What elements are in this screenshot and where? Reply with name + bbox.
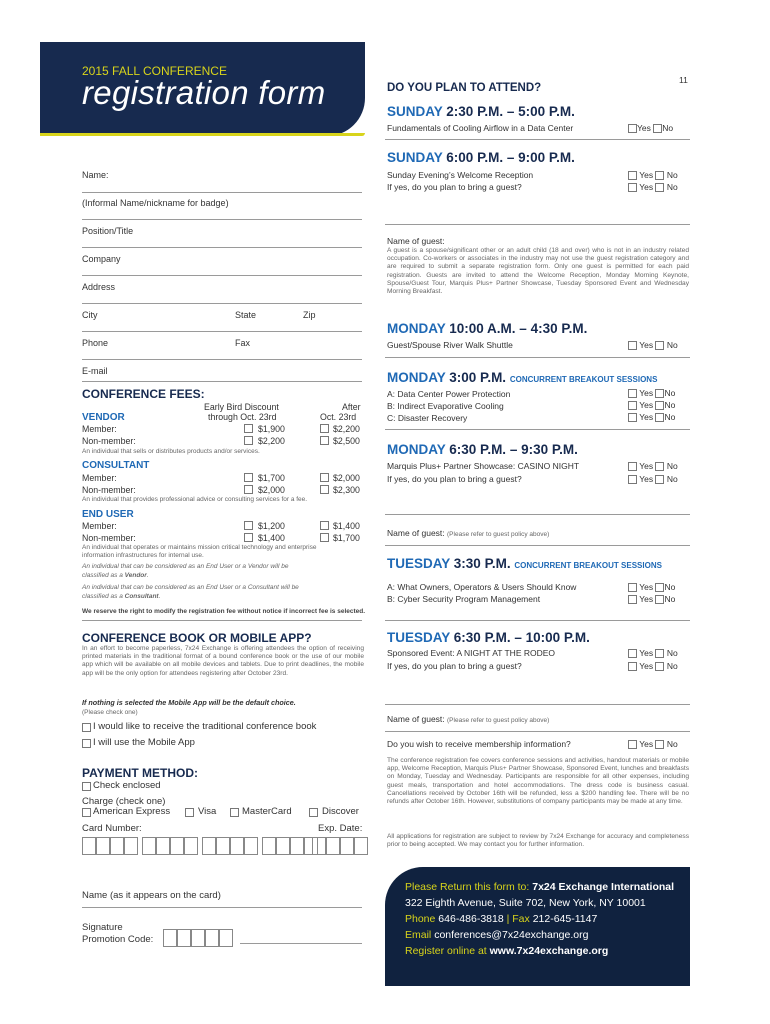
guest-name-2-divider [385,545,690,546]
vendor-member-label: Member: [82,424,117,434]
vendor-note-prefix: classified as a [82,572,123,579]
book-paragraph: In an effort to become paperless, 7x24 Exchange is offering attendees the option of receiving printed materials in the traditional format of a bound conference book or the use of our mobile app which will be available on all mobile devices and tablets. Due to print deadlines, the mobile app will be the only option for attendees registering after October 23rd. [82,645,364,677]
state-label: State [235,310,257,320]
monday-1-item: Guest/Spouse River Walk Shuttle [387,340,513,350]
guest-name-2-text: Name of guest: [387,528,445,538]
no-label: No [666,170,678,180]
fee-coverage-paragraph: The conference registration fee covers conference sessions and activities, handout materials or mobile app, Welcome Reception, Marquis Plus+ Partner Showcase, Sponsored Event, lunches and breakfasts on Monday, Tuesday and Wednesday. Participants are responsible for all other expenses, including guest meals, transportation and hotel accommodations. The dress code is business casual. Cancellations received by October 16th will be refunded, less a $200 handling fee. There will be no refunds after October 16th. However, substitutions of company participants may be made at any time. [387,757,689,806]
yes-label: Yes [639,182,654,192]
no-label: No [664,412,676,422]
guest-refer-3: (Please refer to guest policy above) [447,717,550,724]
yes-label: Yes [639,661,654,671]
monday-1-no-checkbox[interactable] [655,341,664,350]
sunday-2-guest-no-checkbox[interactable] [655,183,664,192]
yes-label: Yes [639,739,654,749]
no-label: No [664,388,676,398]
monday-3-item: Marquis Plus+ Partner Showcase: CASINO NIGHT [387,461,580,471]
signature-label: Signature [82,922,123,933]
website-link[interactable]: www.7x24exchange.org [489,945,609,957]
tuesday-1-option-b: B: Cyber Security Program Management [387,594,541,604]
informal-name-field[interactable] [82,219,362,220]
card-digit-box[interactable] [262,837,276,855]
yes-label: Yes [639,582,654,592]
amex-checkbox[interactable] [82,808,91,817]
no-label: No [666,661,678,671]
tuesday-1-day: TUESDAY [387,556,451,571]
tuesday-1-a-yes-no [628,582,675,592]
consultant-note-prefix: classified as a [82,593,123,600]
position-label: Position/Title [82,226,134,236]
sunday-1-yes-checkbox[interactable] [628,124,637,133]
vendor-classification-note-2: classified as a Vendor. [82,572,149,579]
monday-2-tag: CONCURRENT BREAKOUT SESSIONS [509,375,658,384]
membership-yes-no [628,739,678,749]
monday-1-yes-no [628,340,678,350]
card-digit-box[interactable] [124,837,138,855]
vendor-nonmember-early-checkbox[interactable] [244,436,253,445]
please-check-one: (Please check one) [82,709,138,716]
monday-evening-heading [387,442,578,457]
monday-3-yes-checkbox[interactable] [628,462,637,471]
card-digit-box[interactable] [156,837,170,855]
tuesday-1-b-yes-no [628,594,675,604]
card-digit-box[interactable] [110,837,124,855]
monday-1-yes-checkbox[interactable] [628,341,637,350]
tuesday-2-divider [385,704,690,705]
yes-label: Yes [639,170,654,180]
sunday-2-yes-checkbox[interactable] [628,171,637,180]
vendor-member-early-checkbox[interactable] [244,424,253,433]
address-field[interactable] [82,303,362,304]
vendor-nonmember-early-price: $2,200 [258,436,285,446]
enduser-member-label: Member: [82,521,117,531]
email-label: E-mail [82,366,108,376]
company-label: Company [82,254,121,264]
monday-2-divider [385,429,690,430]
vendor-nonmember-label: Non-member: [82,436,136,446]
email-address[interactable]: conferences@7x24exchange.org [434,929,589,941]
tuesday-1-time: 3:30 P.M. [453,556,511,571]
enduser-nonmember-after-price: $1,700 [333,533,360,543]
consultant-member-label: Member: [82,473,117,483]
monday-1-divider [385,357,690,358]
consultant-nonmember-after-checkbox[interactable] [320,485,329,494]
consultant-nonmember-early-checkbox[interactable] [244,485,253,494]
zip-label: Zip [303,310,316,320]
exp-date-box[interactable] [354,837,368,855]
enduser-description-1: An individual that operates or maintains mission critical technology and enterprise [82,544,317,551]
no-label: No [664,594,676,604]
name-label: Name: [82,170,109,180]
no-label: No [666,648,678,658]
org-name: 7x24 Exchange International [532,881,675,893]
monday-3-time: 6:30 P.M. – 9:30 P.M. [449,442,578,457]
tuesday-2-guest-question: If yes, do you plan to bring a guest? [387,661,522,671]
book-option-checkbox[interactable] [82,723,91,732]
yes-label: Yes [639,648,654,658]
after-date: Oct. 23rd [320,412,357,422]
sunday-1-no-checkbox[interactable] [653,124,662,133]
card-digit-box[interactable] [142,837,156,855]
discover-checkbox[interactable] [309,808,318,817]
sunday-2-guest-question: If yes, do you plan to bring a guest? [387,182,522,192]
monday-3-yes-no [628,461,678,471]
check-enclosed-checkbox[interactable] [82,782,91,791]
consultant-member-after-checkbox[interactable] [320,473,329,482]
yes-label: Yes [639,474,654,484]
consultant-title: CONSULTANT [82,460,150,471]
vendor-member-after-checkbox[interactable] [320,424,329,433]
sunday-afternoon-heading [387,104,575,119]
exp-date-box[interactable] [312,837,326,855]
yes-label: Yes [639,400,654,410]
consultant-nonmember-label: Non-member: [82,485,136,495]
enduser-description-2: information infrastructures for internal use. [82,552,204,559]
exp-date-label: Exp. Date: [318,823,363,834]
card-digit-box[interactable] [290,837,304,855]
monday-2-option-b: B: Indirect Evaporative Cooling [387,401,504,411]
no-label: No [662,123,674,133]
consultant-classification-note-1: An individual that can be considered as an End User or a Consultant will be [82,584,299,591]
promo-code-box[interactable] [219,929,233,947]
enduser-member-early-price: $1,200 [258,521,285,531]
enduser-member-early-checkbox[interactable] [244,521,253,530]
tuesday-2-guest-yes-checkbox[interactable] [628,662,637,671]
signature-field[interactable] [240,943,362,944]
sunday-2-no-checkbox[interactable] [655,171,664,180]
tuesday-1-a-yes-checkbox[interactable] [628,583,637,592]
vendor-nonmember-after-price: $2,500 [333,436,360,446]
monday-3-divider [385,514,690,515]
no-label: No [666,340,678,350]
informal-name-label: (Informal Name/nickname for badge) [82,198,229,208]
discover-label: Discover [322,806,359,817]
guest-name-3-text: Name of guest: [387,714,445,724]
early-bird-header: Early Bird Discount [204,402,279,412]
card-digit-box[interactable] [82,837,96,855]
card-digit-box[interactable] [170,837,184,855]
monday-2-b-yes-no [628,400,675,410]
card-digit-box[interactable] [276,837,290,855]
consultant-member-early-checkbox[interactable] [244,473,253,482]
tuesday-2-guest-no-checkbox[interactable] [655,662,664,671]
card-digit-box[interactable] [230,837,244,855]
tuesday-2-yes-checkbox[interactable] [628,649,637,658]
exp-date-box[interactable] [340,837,354,855]
no-label: No [666,461,678,471]
street-address: 322 Eighth Avenue, Suite 702, New York, NY 10001 [405,897,646,909]
monday-2-day: MONDAY [387,370,446,385]
no-label: No [664,400,676,410]
monday-2-option-a: A: Data Center Power Protection [387,389,511,399]
sunday-2-yes-no [628,170,678,180]
monday-2-b-yes-checkbox[interactable] [628,401,637,410]
page-title: registration form [82,74,326,111]
city-label: City [82,310,98,320]
reserve-note: We reserve the right to modify the registration fee without notice if incorrect fee is selected. [82,608,366,615]
consultant-note-term: Consultant [124,593,159,600]
sunday-1-time: 2:30 P.M. – 5:00 P.M. [446,104,575,119]
mastercard-label: MasterCard [242,806,292,817]
charge-label: Charge (check one) [82,796,166,807]
page-number: 11 [679,75,688,85]
return-info-box [385,867,690,986]
online-label: Register online at [405,945,487,957]
sunday-1-divider [385,139,690,140]
app-option-checkbox[interactable] [82,739,91,748]
membership-no-checkbox[interactable] [655,740,664,749]
promo-code-label: Promotion Code: [82,934,154,945]
vendor-nonmember-after-checkbox[interactable] [320,436,329,445]
fees-heading: CONFERENCE FEES: [82,387,205,401]
consultant-nonmember-after-price: $2,300 [333,485,360,495]
yes-label: Yes [639,340,654,350]
vendor-title: VENDOR [82,412,125,423]
sunday-2-time: 6:00 P.M. – 9:00 P.M. [446,150,575,165]
card-digit-box[interactable] [96,837,110,855]
consultant-nonmember-early-price: $2,000 [258,485,285,495]
enduser-nonmember-early-price: $1,400 [258,533,285,543]
sunday-2-divider [385,224,690,225]
tuesday-1-tag: CONCURRENT BREAKOUT SESSIONS [514,561,662,570]
enduser-nonmember-label: Non-member: [82,533,136,543]
book-option-label: I would like to receive the traditional conference book [93,721,317,732]
sunday-1-item: Fundamentals of Cooling Airflow in a Data Center [387,123,574,133]
after-header: After [342,402,361,412]
monday-1-day: MONDAY [387,321,446,336]
consultant-member-after-price: $2,000 [333,473,360,483]
monday-3-day: MONDAY [387,442,446,457]
consultant-description: An individual that provides professional advice or consulting services for a fee. [82,496,308,503]
no-label: No [666,182,678,192]
address-label: Address [82,282,116,292]
tuesday-1-divider [385,620,690,621]
visa-checkbox[interactable] [185,808,194,817]
promo-code-box[interactable] [163,929,177,947]
email-label-footer: Email [405,929,432,941]
yes-label: Yes [639,594,654,604]
sunday-1-day: SUNDAY [387,104,443,119]
enduser-member-after-price: $1,400 [333,521,360,531]
monday-2-c-yes-checkbox[interactable] [628,413,637,422]
guest-policy: A guest is a spouse/significant other or an adult child (18 and over) who is not in an industry related occupation. Co-workers or associates in the industry may not use the guest registration category and are required to submit a separate registration form. Only one guest is permitted for each paid registration. Guests are invited to attend the Welcome Reception, Monday Morning Keynote, Spouse/Guest Tour, Marquis Plus+ Partner Showcase, Tuesday Sponsored Event and Wednesday Morning Breakfast. [387,247,689,296]
enduser-member-after-checkbox[interactable] [320,521,329,530]
vendor-member-after-price: $2,200 [333,424,360,434]
city-state-zip-field[interactable] [82,331,362,332]
sunday-evening-heading [387,150,575,165]
return-label: Please Return this form to: [405,881,530,893]
membership-question: Do you wish to receive membership information? [387,739,571,749]
phone-number: 646-486-3818 [438,913,504,925]
monday-2-time: 3:00 P.M. [449,370,507,385]
tuesday-2-yes-no [628,648,678,658]
guest-name-label-2 [387,528,549,538]
name-on-card-label: Name (as it appears on the card) [82,890,221,901]
fax-number: 212-645-1147 [532,913,598,925]
enduser-title: END USER [82,509,134,520]
tuesday-2-time: 6:30 P.M. – 10:00 P.M. [453,630,590,645]
monday-3-guest-no-checkbox[interactable] [655,475,664,484]
monday-2-a-yes-checkbox[interactable] [628,389,637,398]
app-option-label: I will use the Mobile App [93,737,195,748]
name-field[interactable] [82,192,362,193]
yes-label: Yes [639,388,654,398]
phone-label-footer: Phone [405,913,436,925]
promo-code-box[interactable] [205,929,219,947]
tuesday-2-no-checkbox[interactable] [655,649,664,658]
card-digit-box[interactable] [184,837,198,855]
vendor-description: An individual that sells or distributes products and/or services. [82,448,260,455]
phone-label: Phone [82,338,109,348]
sunday-2-guest-yes-no [628,182,678,192]
guest-refer-2: (Please refer to guest policy above) [447,531,550,538]
monday-2-a-yes-no [628,388,675,398]
promo-code-box[interactable] [191,929,205,947]
no-label: No [666,739,678,749]
card-digit-box[interactable] [216,837,230,855]
visa-label: Visa [198,806,217,817]
email-field[interactable] [82,381,362,382]
monday-morning-heading [387,321,587,336]
consultant-classification-note-2: classified as a Consultant. [82,593,161,600]
monday-3-guest-question: If yes, do you plan to bring a guest? [387,474,522,484]
yes-label: Yes [639,461,654,471]
monday-1-time: 10:00 A.M. – 4:30 P.M. [449,321,588,336]
card-digit-box[interactable] [244,837,258,855]
tuesday-breakout-heading [387,556,662,571]
sunday-2-item: Sunday Evening’s Welcome Reception [387,170,534,180]
membership-yes-checkbox[interactable] [628,740,637,749]
guest-name-label: Name of guest: [387,236,445,246]
consultant-member-early-price: $1,700 [258,473,285,483]
sunday-2-day: SUNDAY [387,150,443,165]
guest-name-3-divider [385,731,690,732]
no-label: No [666,474,678,484]
vendor-member-early-price: $1,900 [258,424,285,434]
yes-label: Yes [637,123,651,133]
yes-label: Yes [639,412,654,422]
vendor-classification-note-1: An individual that can be considered as an End User or a Vendor will be [82,563,289,570]
exp-date-box[interactable] [326,837,340,855]
monday-3-guest-yes-no [628,474,678,484]
tuesday-1-option-a: A: What Owners, Operators & Users Should Know [387,582,577,592]
tuesday-evening-heading [387,630,590,645]
phone-fax-field[interactable] [82,359,362,360]
separator: | [506,913,510,925]
review-paragraph: All applications for registration are subject to review by 7x24 Exchange for accuracy and completeness prior to being accepted. We may contact you for further information. [387,833,689,849]
monday-3-guest-yes-checkbox[interactable] [628,475,637,484]
book-heading: CONFERENCE BOOK OR MOBILE APP? [82,631,312,645]
card-number-label: Card Number: [82,823,142,834]
fax-label: Fax [235,338,251,348]
enduser-nonmember-early-checkbox[interactable] [244,533,253,542]
tuesday-2-day: TUESDAY [387,630,451,645]
header-subtitle: 2015 FALL CONFERENCE [82,64,227,78]
tuesday-2-item: Sponsored Event: A NIGHT AT THE RODEO [387,648,556,658]
no-label: No [664,582,676,592]
payment-heading: PAYMENT METHOD: [82,766,199,780]
fees-divider [82,620,362,621]
monday-3-no-checkbox[interactable] [655,462,664,471]
default-choice-note: If nothing is selected the Mobile App will be the default choice. [82,698,296,707]
fax-label-footer: Fax [512,913,530,925]
vendor-note-term: Vendor [124,572,147,579]
sunday-2-guest-yes-checkbox[interactable] [628,183,637,192]
tuesday-2-guest-yes-no [628,661,678,671]
attend-heading: DO YOU PLAN TO ATTEND? [387,82,542,94]
company-field[interactable] [82,275,362,276]
name-on-card-field[interactable] [82,907,362,908]
amex-label: American Express [93,806,171,817]
card-digit-box[interactable] [202,837,216,855]
promo-code-box[interactable] [177,929,191,947]
monday-2-c-yes-no [628,412,675,422]
position-field[interactable] [82,247,362,248]
monday-breakout-heading [387,370,657,385]
check-enclosed-label: Check enclosed [93,780,161,791]
guest-name-label-3 [387,714,549,724]
monday-2-option-c: C: Disaster Recovery [387,413,468,423]
early-bird-date: through Oct. 23rd [208,412,277,422]
tuesday-1-b-yes-checkbox[interactable] [628,595,637,604]
mastercard-checkbox[interactable] [230,808,239,817]
enduser-nonmember-after-checkbox[interactable] [320,533,329,542]
sunday-1-yes-no [628,123,673,133]
